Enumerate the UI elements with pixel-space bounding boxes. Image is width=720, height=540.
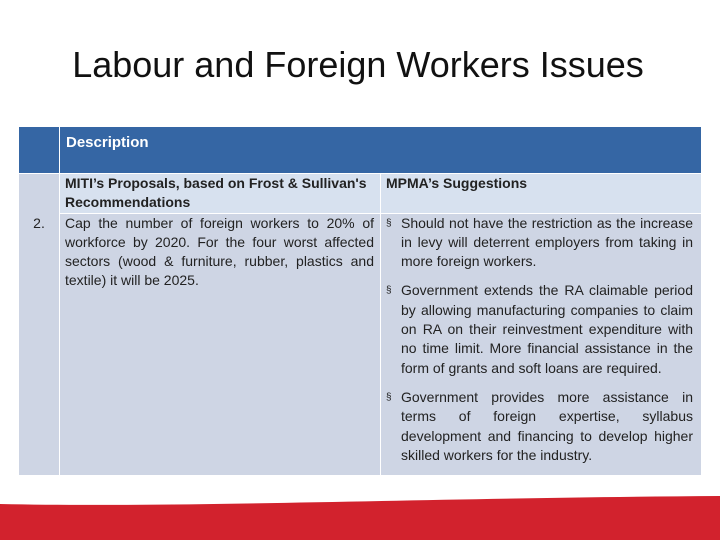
table-row <box>19 213 702 476</box>
red-swoosh-shape <box>0 496 720 540</box>
proposal-cell <box>60 213 381 476</box>
table-header-row <box>19 127 702 174</box>
subheader-proposals-label: MITI’s Proposals, based on Frost & Sullivan's Recommendations <box>65 175 367 211</box>
header-blank-cell <box>19 127 60 174</box>
suggestion-list <box>386 214 693 466</box>
subheader-suggestions <box>381 174 702 214</box>
row-number-cell <box>19 174 60 476</box>
table-subheader-row <box>19 174 702 214</box>
issues-table <box>18 126 702 476</box>
subheader-proposals <box>60 174 381 214</box>
suggestion-item <box>386 281 693 377</box>
suggestion-item <box>386 214 693 272</box>
suggestion-text: Government provides more assistance in terms of foreign expertise, syllabus development and financing to develop higher skilled workers for the industry. <box>401 388 693 463</box>
suggestions-cell <box>381 213 702 476</box>
bullet-icon: § <box>386 391 392 403</box>
proposal-text: Cap the number of foreign workers to 20% of workforce by 2020. For the four worst affected sectors (wood & furniture, rubber, plastics and textile) it will be 2025. <box>65 214 374 289</box>
bullet-icon: § <box>386 217 392 229</box>
slide-title: Labour and Foreign Workers Issues <box>72 44 644 85</box>
bullet-icon: § <box>386 285 392 297</box>
subheader-suggestions-label: MPMA’s Suggestions <box>386 175 528 191</box>
red-swoosh-band <box>0 496 720 540</box>
suggestion-item <box>386 388 693 465</box>
suggestion-text: Should not have the restriction as the increase in levy will deterrent employers from taking in more foreign workers. <box>401 214 693 270</box>
header-description: Description <box>60 127 702 174</box>
row-number: 2. <box>33 215 45 231</box>
suggestion-text: Government extends the RA claimable period by allowing manufacturing companies to claim on RA on their reinvestment expenditure with no time limit. More financial assistance in the form of grants and soft loans are required. <box>401 282 693 376</box>
